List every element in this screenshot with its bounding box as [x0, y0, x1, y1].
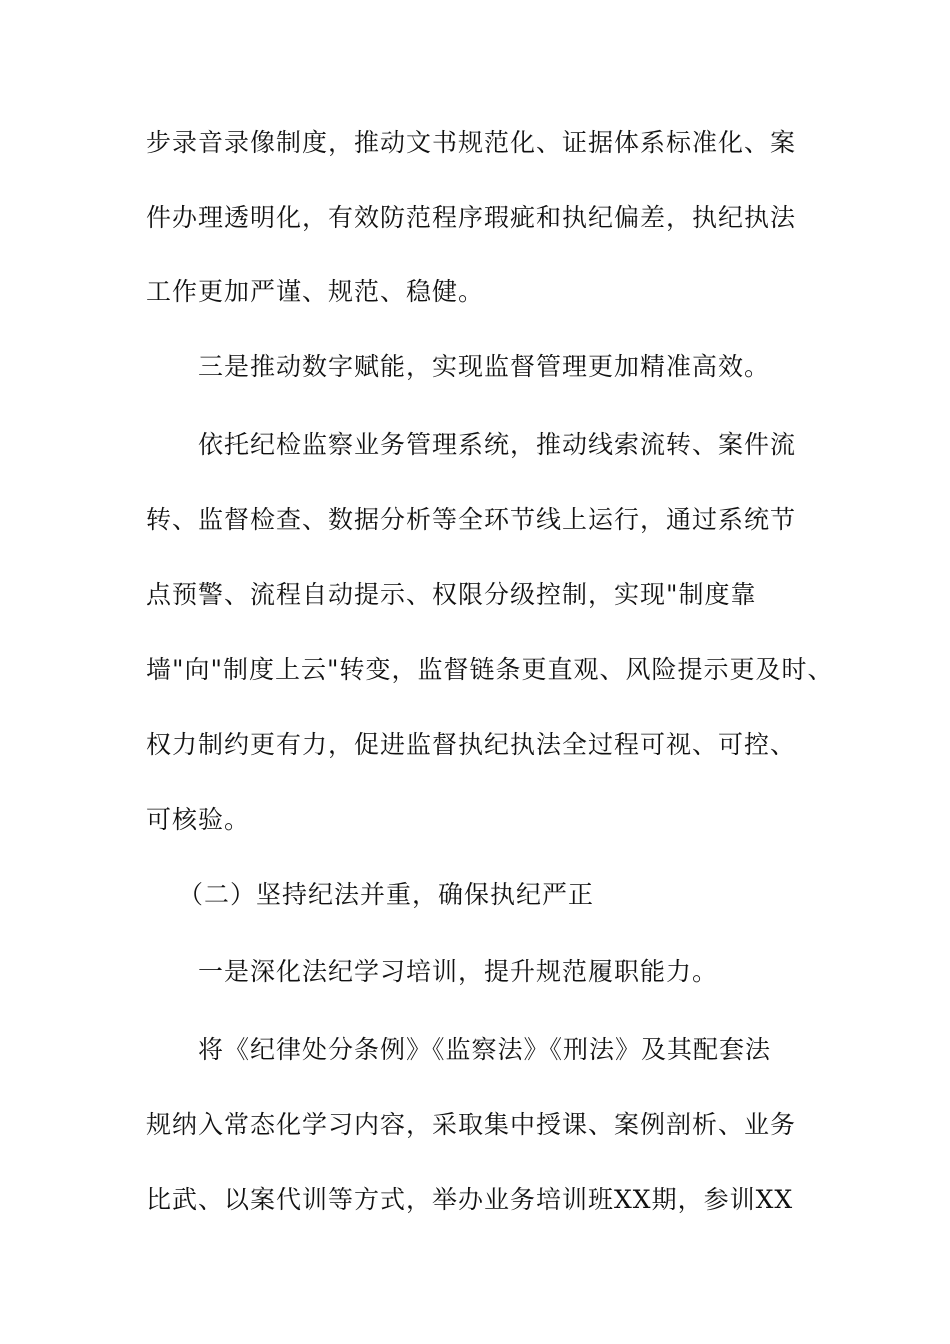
section-subheading: 三是推动数字赋能，实现监督管理更加精准高效。 — [198, 352, 771, 381]
body-text-line: 权力制约更有力，促进监督执纪执法全过程可视、可控、 — [146, 730, 797, 759]
body-text-line: 转、监督检查、数据分析等全环节线上运行，通过系统节 — [146, 505, 797, 534]
body-text-line: 墙"向"制度上云"转变，监督链条更直观、风险提示更及时、 — [146, 655, 834, 684]
body-text-line: 将《纪律处分条例》《监察法》《刑法》及其配套法 — [198, 1035, 772, 1064]
section-subheading: 一是深化法纪学习培训，提升规范履职能力。 — [198, 957, 719, 986]
body-text-line: 比武、以案代训等方式，举办业务培训班XX期，参训XX — [146, 1185, 794, 1214]
section-heading: （二）坚持纪法并重，确保执纪严正 — [178, 880, 595, 909]
body-text-line: 可核验。 — [146, 805, 251, 834]
body-text-line: 步录音录像制度，推动文书规范化、证据体系标准化、案 — [146, 128, 797, 157]
body-text-line: 工作更加严谨、规范、稳健。 — [146, 277, 485, 306]
body-text-line: 点预警、流程自动提示、权限分级控制，实现"制度靠 — [146, 580, 757, 609]
body-text-line: 依托纪检监察业务管理系统，推动线索流转、案件流 — [198, 430, 797, 459]
body-text-line: 规纳入常态化学习内容，采取集中授课、案例剖析、业务 — [146, 1110, 797, 1139]
body-text-line: 件办理透明化，有效防范程序瑕疵和执纪偏差，执纪执法 — [146, 203, 797, 232]
